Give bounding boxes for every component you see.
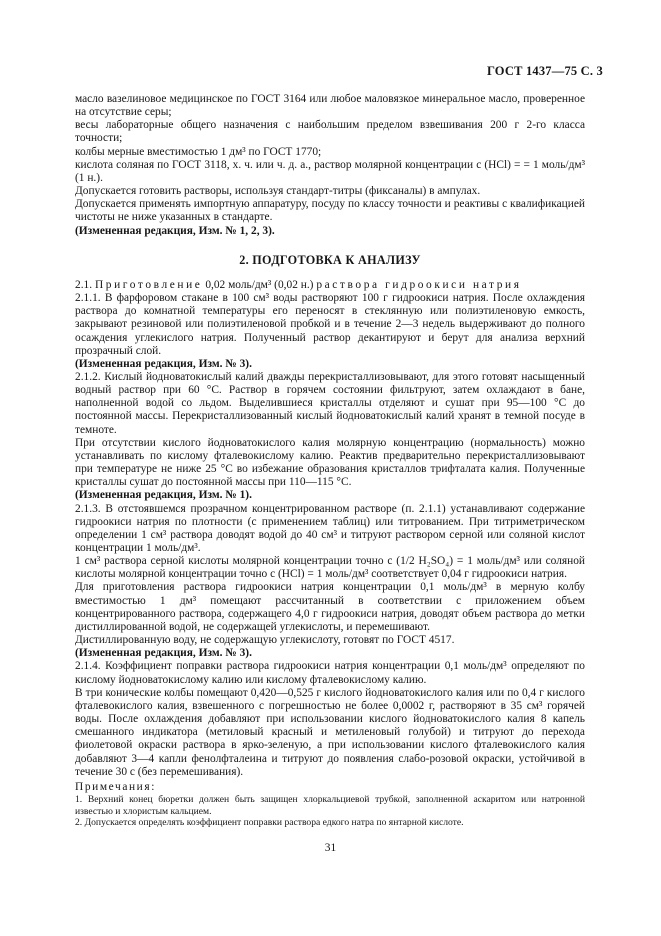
spaced-text: Приготовление (94, 278, 203, 291)
amendment-note: (Измененная редакция, Изм. № 1). (75, 489, 252, 502)
page-number: 31 (324, 842, 337, 854)
paragraph: Дистиллированную воду, не содержащую углекислоту, готовят по ГОСТ 4517. (75, 634, 455, 647)
note-item: 1. Верхний конец бюретки должен быть защищен хлоркальциевой трубкой, заполненной аскаритом или натронной известью и хлористым кальцием. (75, 793, 585, 817)
paragraph: В три конические колбы помещают 0,420—0,525 г кислого йодноватокислого калия или по 0,4 г кислого фталевокислого калия, взвешенного с погрешностью не более 0,0002 г, растворяют в 35 см³ горячей воды. После охлаждения добавляют при использовании кислого йодноватокислого калия 8 капель смешанного индикатора (метиловый красный и метиленовый голубой) и титруют до перехода фиолетовой окраски раствора в ярко-зеленую, а при использовании кислого фталевокислого калия добавляют 3—4 капли фенолфталеина и титруют до появления слабо-розовой окраски, устойчивой в течение 30 с (без перемешивания). (75, 686, 585, 778)
paragraph: 2.1.4. Коэффициент поправки раствора гидроокиси натрия концентрации 0,1 моль/дм³ определяют по кислому йодноватокислому калию или кислому фталевокислому калию. (75, 660, 585, 686)
paragraph: кислота соляная по ГОСТ 3118, х. ч. или ч. д. а., раствор молярной концентрации с (HCl) = = 1 моль/дм³ (1 н.). (75, 158, 585, 184)
paragraph: 2.1.1. В фарфоровом стакане в 100 см³ воды растворяют 100 г гидроокиси натрия. После охлаждения раствора до комнатной температуры его переносят в стеклянную или полиэтиленовую емкость, закрывают резиновой или полиэтиленовой пробкой и в течение 2—3 недель выдерживают до полного осаждения углекислого натрия. Полученный раствор декантируют и берут для анализа верхний прозрачный слой. (75, 292, 585, 357)
amendment-note: (Измененная редакция, Изм. № 3). (75, 647, 252, 660)
page-header: ГОСТ 1437—75 С. 3 (486, 64, 603, 78)
note-item: 2. Допускается определять коэффициент поправки раствора едкого натра по янтарной кислоте. (75, 817, 464, 829)
paragraph: При отсутствии кислого йодноватокислого калия молярную концентрацию (нормальность) можно устанавливать по кислому фталевокислому калию. Реактив предварительно перекристаллизовывают при температуре не ниже 25 °С во избежание образования кристаллов трифталата калия. Полученные кристаллы сушат до постоянной массы при 110—115 °С. (75, 436, 585, 489)
paragraph: 1 см³ раствора серной кислоты молярной концентрации точно с (1/2 H₂SO₄) = 1 моль/дм³ или соляной кислоты молярной концентрации точно с (HCl) = 1 моль/дм³ соответствует 0,04 г гидроокиси натрия. (75, 555, 585, 581)
subsection-title (75, 279, 585, 292)
concentration: 0,02 моль/дм³ (0,02 н.) (205, 278, 314, 291)
paragraph: Допускается применять импортную аппаратуру, посуду по классу точности и реактивы с квалификацией чистоты не ниже указанных в стандарте. (75, 198, 585, 224)
notes-title: Примечания: (75, 780, 156, 793)
amendment-note: (Измененная редакция, Изм. № 1, 2, 3). (75, 224, 275, 237)
subsection-number: 2.1. (75, 278, 93, 291)
paragraph: Допускается готовить растворы, используя стандарт-титры (фиксаналы) в ампулах. (75, 185, 481, 198)
paragraph: колбы мерные вместимостью 1 дм³ по ГОСТ 1770; (75, 145, 322, 158)
paragraph: 2.1.3. В отстоявшемся прозрачном концентрированном растворе (п. 2.1.1) устанавливают содержание гидроокиси натрия по плотности (с применением таблиц) или титрованием. При титриметрическом определении 1 см³ раствора доводят водой до 40 см³ и титруют раствором серной или соляной кислот концентрации 1 моль/дм³. (75, 502, 585, 554)
paragraph: весы лабораторные общего назначения с наибольшим пределом взвешивания 200 г 2-го класса точности; (75, 119, 585, 145)
paragraph: 2.1.2. Кислый йодноватокислый калий дважды перекристаллизовывают, для этого готовят насыщенный водный раствор при 60 °С. Раствор в горячем состоянии фильтруют, затем охлаждают в бане, наполненной водой со льдом. Выделившиеся кристаллы отделяют и сушат при 95—100 °С до постоянной массы. Перекристаллизованный кислый йодноватокислый калий хранят в темной посуде в темноте. (75, 370, 585, 436)
section-heading: 2. ПОДГОТОВКА К АНАЛИЗУ (239, 252, 421, 267)
spaced-text: раствора гидроокиси натрия (316, 278, 522, 291)
amendment-note: (Измененная редакция, Изм. № 3). (75, 357, 252, 370)
paragraph: масло вазелиновое медицинское по ГОСТ 3164 или любое маловязкое минеральное масло, проверенное на отсутствие серы; (75, 93, 585, 119)
document-body (75, 93, 585, 829)
paragraph: Для приготовления раствора гидроокиси натрия концентрации 0,1 моль/дм³ в мерную колбу вместимостью 1 дм³ помещают рассчитанный в соответствии с приложением объем концентрированного раствора, содержащего 4,0 г гидроокиси натрия, доводят объем раствора до метки дистиллированной водой, не содержащей углекислоты, и перемешивают. (75, 581, 585, 633)
